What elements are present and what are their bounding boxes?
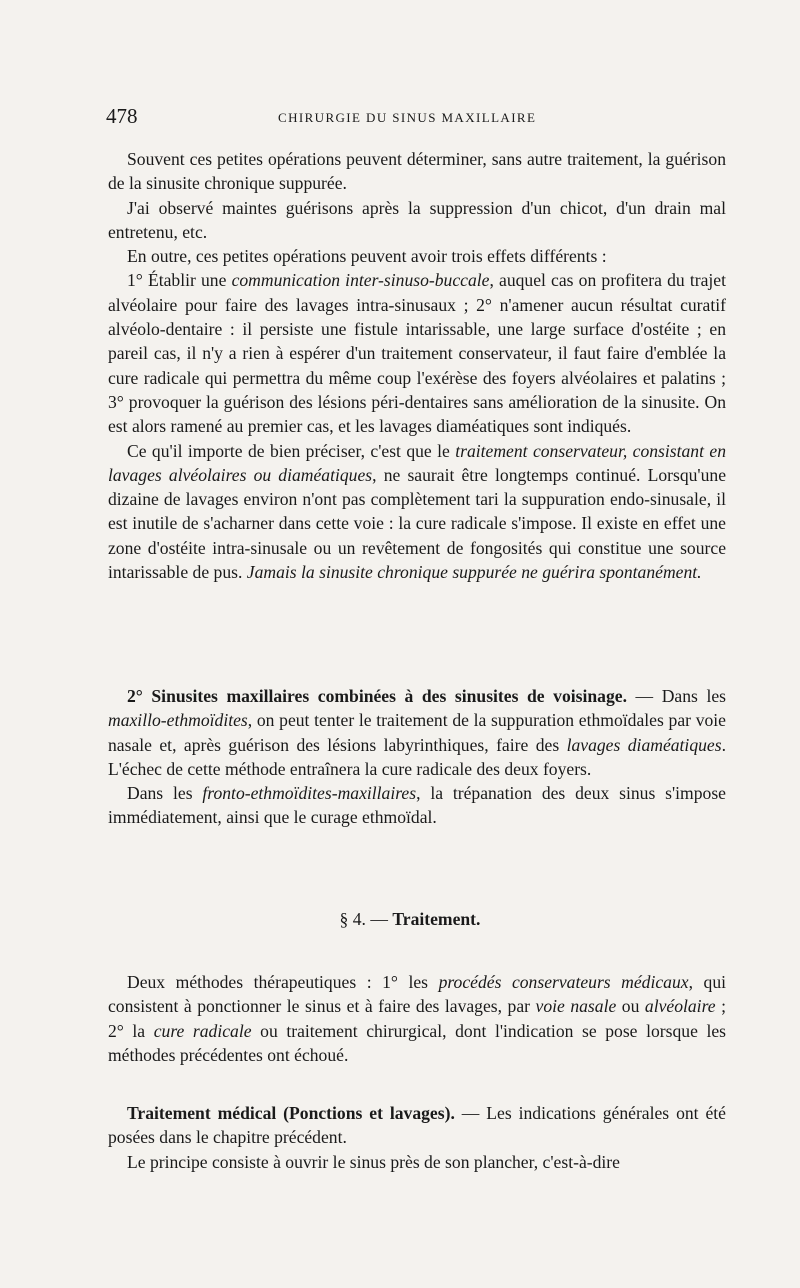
italic-sentence: Jamais la sinusite chronique suppurée ne guérira spontanément. <box>246 562 702 583</box>
paragraph: 1° Établir une communication inter-sinuso-buccale, auquel cas on profitera du trajet alvéolaire pour faire des lavages intra-sinusaux ; 2° n'amener aucun résultat curatif alvéolo-dentaire : il persiste une fistule intarissable, une large surface d'ostéite ; en pareil cas, il n'y a rien à espérer d'un traitement conservateur, il faut faire d'emblée la cure radicale qui permettra du même coup l'exérèse des foyers alvéolaires et palatins ; 3° provoquer la guérison des lésions péri-dentaires sans amélioration de la sinusite. On est alors ramené au premier cas, et les lavages diaméatiques sont indiqués. <box>108 270 727 437</box>
page-header <box>106 104 728 130</box>
italic-term: communication inter-sinuso-buccale <box>231 270 490 291</box>
italic-term: traitement conservateur, consistant en lavages alvéolaires ou diaméatiques <box>108 440 726 485</box>
text-block-4 <box>108 1101 726 1174</box>
subsection-heading: 2° Sinusites maxillaires combinées à des sinusites de voisinage. <box>127 686 627 706</box>
subsection-heading: Traitement médical (Ponctions et lavages). <box>127 1103 455 1123</box>
paragraph: J'ai observé maintes guérisons après la suppression d'un chicot, d'un drain mal entretenu, etc. <box>108 197 726 242</box>
paragraph: Deux méthodes thérapeutiques : 1° les procédés conservateurs médicaux, qui consistent à ponctionner le sinus et à faire des lavages, par voie nasale ou alvéolaire ; 2° la cure radicale ou traitement chirurgical, dont l'indication se pose lorsque les méthodes précédentes ont échoué. <box>108 972 727 1065</box>
paragraph: Dans les fronto-ethmoïdites-maxillaires, la trépanation des deux sinus s'impose immédiatement, ainsi que le curage ethmoïdal. <box>108 783 726 828</box>
text-block-2 <box>108 684 726 830</box>
paragraph: 2° Sinusites maxillaires combinées à des sinusites de voisinage. — Dans les maxillo-ethmoïdites, on peut tenter le traitement de la suppuration ethmoïdales par voie nasale et, après guérison des lésions labyrinthiques, faire des lavages diaméatiques. L'échec de cette méthode entraînera la cure radicale des deux foyers. <box>108 686 726 779</box>
paragraph: Le principe consiste à ouvrir le sinus près de son plancher, c'est-à-dire <box>127 1151 620 1172</box>
paragraph: Souvent ces petites opérations peuvent déterminer, sans autre traitement, la guérison de la sinusite chronique suppurée. <box>108 149 726 194</box>
paragraph: Ce qu'il importe de bien préciser, c'est que le traitement conservateur, consistant en lavages alvéolaires ou diaméatiques, ne saurait être longtemps continué. Lorsqu'une dizaine de lavages environ n'ont pas complètement tari la suppuration endo-sinusale, il est inutile de s'acharner dans cette voie : la cure radicale s'impose. Il existe en effet une zone d'ostéite intra-sinusale ou un revêtement de fongosités qui constitue une source intarissable de pus. Jamais la sinusite chronique suppurée ne guérira spontanément. <box>108 440 727 583</box>
paragraph: En outre, ces petites opérations peuvent avoir trois effets différents : <box>127 246 607 267</box>
section-title: § 4. — Traitement. <box>339 909 481 929</box>
text-block-1 <box>108 147 726 584</box>
running-head: CHIRURGIE DU SINUS MAXILLAIRE <box>278 110 537 125</box>
text-block-3 <box>108 970 726 1067</box>
paragraph: Traitement médical (Ponctions et lavages). — Les indications générales ont été posées dans le chapitre précédent. <box>108 1103 726 1148</box>
page-number: 478 <box>106 104 138 128</box>
